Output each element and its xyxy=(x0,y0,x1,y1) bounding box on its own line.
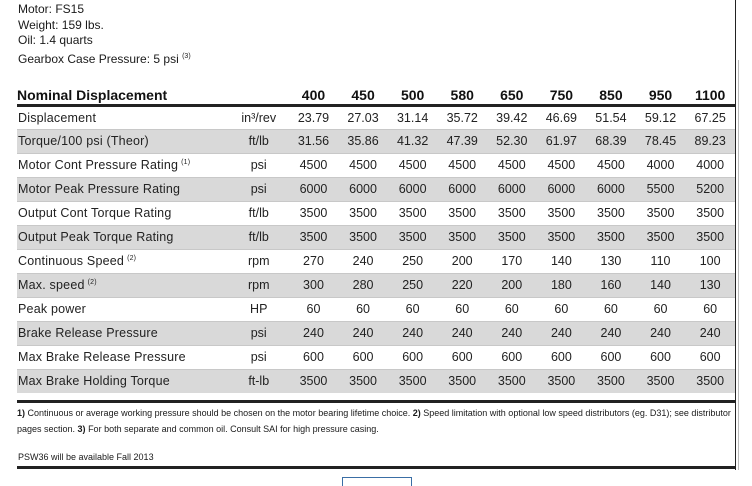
table-cell: 35.86 xyxy=(338,129,388,153)
footnote-ref: (2) xyxy=(87,278,97,286)
motor-specs xyxy=(18,2,191,67)
footnote-3-text: For both separate and common oil. Consult SAI for high pressure casing. xyxy=(85,424,379,434)
row-unit: psi xyxy=(229,153,289,177)
row-label xyxy=(17,297,229,321)
gearbox-case-pressure-text: Gearbox Case Pressure: 5 psi xyxy=(18,51,179,66)
table-cell: 240 xyxy=(289,321,339,345)
table-cell: 250 xyxy=(388,273,438,297)
table-row xyxy=(17,369,735,393)
footnote-1-text: Continuous or average working pressure should be chosen on the motor bearing lifetime choice. xyxy=(25,408,413,418)
table-cell: 4500 xyxy=(437,153,487,177)
table-row xyxy=(17,129,735,153)
table-cell: 67.25 xyxy=(685,105,735,129)
table-cell: 600 xyxy=(437,345,487,369)
row-label-text: Continuous Speed xyxy=(18,254,125,268)
table-cell: 31.56 xyxy=(289,129,339,153)
table-row xyxy=(17,273,735,297)
row-label xyxy=(17,249,229,273)
table-cell: 600 xyxy=(388,345,438,369)
row-label-text: Max. speed xyxy=(18,278,85,292)
table-cell: 240 xyxy=(636,321,686,345)
table-row xyxy=(17,345,735,369)
table-cell: 3500 xyxy=(586,225,636,249)
footnote-2-number: 2) xyxy=(412,408,421,418)
row-unit: ft/lb xyxy=(229,201,289,225)
size-header: 580 xyxy=(437,86,487,105)
row-label xyxy=(17,129,229,153)
table-cell: 600 xyxy=(636,345,686,369)
availability-note: PSW36 will be available Fall 2013 xyxy=(18,452,154,462)
table-cell: 51.54 xyxy=(586,105,636,129)
row-label xyxy=(17,201,229,225)
table-cell: 3500 xyxy=(289,225,339,249)
table-cell: 270 xyxy=(289,249,339,273)
row-label-text: Torque/100 psi (Theor) xyxy=(18,134,149,148)
table-cell: 60 xyxy=(289,297,339,321)
table-cell: 3500 xyxy=(696,374,725,389)
size-header: 400 xyxy=(289,86,339,105)
row-label-text: Displacement xyxy=(18,110,97,125)
table-cell: 3500 xyxy=(497,374,526,389)
table-cell: 4500 xyxy=(537,153,587,177)
row-label-text: Brake Release Pressure xyxy=(18,326,158,340)
table-cell: 61.97 xyxy=(537,129,587,153)
table-cell: 3500 xyxy=(487,201,537,225)
row-label xyxy=(17,225,229,249)
table-cell: 89.23 xyxy=(685,129,735,153)
table-cell: 140 xyxy=(537,249,587,273)
bottom-rule xyxy=(17,466,736,469)
table-cell: 140 xyxy=(636,273,686,297)
row-unit: rpm xyxy=(229,273,289,297)
table-cell: 3500 xyxy=(299,374,328,389)
row-label-text: Max Brake Release Pressure xyxy=(18,350,186,364)
table-cell: 240 xyxy=(487,321,537,345)
gearbox-case-pressure xyxy=(18,49,191,68)
table-row xyxy=(17,105,735,129)
table-cell: 600 xyxy=(338,345,388,369)
table-cell: 6000 xyxy=(388,177,438,201)
table-cell: 60 xyxy=(685,297,735,321)
table-cell: 6000 xyxy=(537,177,587,201)
right-border-inner xyxy=(738,60,739,470)
table-cell: 6000 xyxy=(289,177,339,201)
table-cell: 60 xyxy=(537,297,587,321)
table-cell: 60 xyxy=(487,297,537,321)
table-cell: 600 xyxy=(537,345,587,369)
footnotes xyxy=(17,400,735,437)
table-cell: 4500 xyxy=(487,153,537,177)
table-cell: 3500 xyxy=(586,201,636,225)
table-cell: 60 xyxy=(338,297,388,321)
table-cell: 31.14 xyxy=(388,105,438,129)
table-cell: 5500 xyxy=(636,177,686,201)
table-cell: 60 xyxy=(437,297,487,321)
table-cell: 3500 xyxy=(388,201,438,225)
table-cell: 600 xyxy=(487,345,537,369)
row-unit: ft/lb xyxy=(229,225,289,249)
table-cell: 130 xyxy=(685,273,735,297)
unit-header xyxy=(229,86,289,105)
size-header: 500 xyxy=(388,86,438,105)
table-cell: 78.45 xyxy=(636,129,686,153)
table-cell: 41.32 xyxy=(388,129,438,153)
table-cell: 3500 xyxy=(646,374,675,389)
table-cell: 3500 xyxy=(547,374,576,389)
table-cell: 600 xyxy=(586,345,636,369)
table-row xyxy=(17,201,735,225)
table-cell: 3500 xyxy=(349,374,377,389)
table-cell: 250 xyxy=(388,249,438,273)
size-header: 950 xyxy=(636,86,686,105)
table-cell: 3500 xyxy=(388,225,438,249)
table-cell: 3500 xyxy=(338,201,388,225)
table-row xyxy=(17,225,735,249)
oil-capacity: Oil: 1.4 quarts xyxy=(18,33,93,47)
table-cell: 240 xyxy=(537,321,587,345)
table-cell: 4500 xyxy=(388,153,438,177)
row-label-text: Output Cont Torque Rating xyxy=(18,206,172,220)
table-cell: 3500 xyxy=(448,374,477,389)
table-cell: 240 xyxy=(685,321,735,345)
row-unit: psi xyxy=(229,177,289,201)
table-cell: 240 xyxy=(338,249,388,273)
displacement-table xyxy=(17,86,735,393)
row-label-text: Motor Peak Pressure Rating xyxy=(18,182,181,196)
table-cell: 3500 xyxy=(537,201,587,225)
table-cell: 6000 xyxy=(437,177,487,201)
row-unit: HP xyxy=(229,297,289,321)
table-cell: 200 xyxy=(487,273,537,297)
footnote-ref: (2) xyxy=(127,254,137,262)
table-cell: 60 xyxy=(388,297,438,321)
table-cell: 6000 xyxy=(338,177,388,201)
table-cell: 4500 xyxy=(338,153,388,177)
row-label xyxy=(17,369,229,393)
table-cell: 180 xyxy=(537,273,587,297)
table-cell: 160 xyxy=(586,273,636,297)
row-label-text: Peak power xyxy=(18,302,87,316)
row-label xyxy=(17,273,229,297)
table-cell: 3500 xyxy=(685,201,735,225)
row-label-text: Output Peak Torque Rating xyxy=(18,230,174,244)
motor-model: Motor: FS15 xyxy=(18,2,85,16)
table-cell: 46.69 xyxy=(537,105,587,129)
table-cell: 4500 xyxy=(289,153,339,177)
table-cell: 240 xyxy=(437,321,487,345)
row-label xyxy=(17,345,229,369)
footnote-ref: (1) xyxy=(181,158,191,166)
table-cell: 47.39 xyxy=(437,129,487,153)
row-unit: ft/lb xyxy=(229,129,289,153)
table-cell: 23.79 xyxy=(289,105,339,129)
table-cell: 3500 xyxy=(597,374,625,389)
table-cell: 100 xyxy=(685,249,735,273)
row-label-text: Max Brake Holding Torque xyxy=(18,374,170,389)
size-header: 450 xyxy=(338,86,388,105)
table-cell: 3500 xyxy=(338,225,388,249)
table-title: Nominal Displacement xyxy=(17,86,229,105)
table-cell: 3500 xyxy=(289,201,339,225)
table-cell: 3500 xyxy=(636,225,686,249)
table-cell: 4000 xyxy=(636,153,686,177)
table-cell: 3500 xyxy=(685,225,735,249)
table-row xyxy=(17,321,735,345)
table-row xyxy=(17,249,735,273)
size-header: 750 xyxy=(537,86,587,105)
footnote-1-number: 1) xyxy=(17,408,26,418)
footnote-2-text: Speed limitation with optional low speed distributors (eg. D31); see distributor pages section. xyxy=(17,408,731,434)
table-cell: 110 xyxy=(636,249,686,273)
row-label xyxy=(17,105,229,129)
table-body xyxy=(17,105,735,393)
table-cell: 60 xyxy=(636,297,686,321)
table-row xyxy=(17,297,735,321)
table-cell: 3500 xyxy=(437,225,487,249)
table-cell: 3500 xyxy=(537,225,587,249)
size-header: 650 xyxy=(487,86,537,105)
table-cell: 200 xyxy=(437,249,487,273)
table-cell: 39.42 xyxy=(487,105,537,129)
size-header: 850 xyxy=(586,86,636,105)
table-cell: 59.12 xyxy=(636,105,686,129)
table-cell: 170 xyxy=(487,249,537,273)
table-cell: 6000 xyxy=(487,177,537,201)
table-cell: 6000 xyxy=(586,177,636,201)
table-cell: 52.30 xyxy=(487,129,537,153)
table-cell: 3500 xyxy=(636,201,686,225)
table-row xyxy=(17,177,735,201)
table-cell: 35.72 xyxy=(437,105,487,129)
table-cell: 300 xyxy=(289,273,339,297)
table-cell: 600 xyxy=(289,345,339,369)
gearbox-note-ref: (3) xyxy=(182,52,191,60)
table-cell: 3500 xyxy=(437,201,487,225)
table-cell: 68.39 xyxy=(586,129,636,153)
table-cell: 3500 xyxy=(398,374,427,389)
table-cell: 280 xyxy=(338,273,388,297)
motor-weight: Weight: 159 lbs. xyxy=(18,17,104,32)
table-cell: 27.03 xyxy=(338,105,388,129)
size-header: 1100 xyxy=(685,86,735,105)
row-unit: ft-lb xyxy=(248,374,270,389)
footnote-3-number: 3) xyxy=(77,424,86,434)
row-unit: in³/rev xyxy=(229,105,289,129)
row-unit: psi xyxy=(229,345,289,369)
table-header-row xyxy=(17,86,735,105)
table-cell: 600 xyxy=(685,345,735,369)
row-label-text: Motor Cont Pressure Rating xyxy=(18,158,179,172)
table-cell: 240 xyxy=(388,321,438,345)
table-cell: 130 xyxy=(586,249,636,273)
row-label xyxy=(17,153,229,177)
table-cell: 5200 xyxy=(685,177,735,201)
table-cell: 4000 xyxy=(685,153,735,177)
page-tab[interactable] xyxy=(342,477,412,486)
row-label xyxy=(17,177,229,201)
table-cell: 60 xyxy=(586,297,636,321)
table-row xyxy=(17,153,735,177)
row-unit: psi xyxy=(229,321,289,345)
table-cell: 220 xyxy=(437,273,487,297)
table-cell: 240 xyxy=(338,321,388,345)
table-cell: 4500 xyxy=(586,153,636,177)
row-unit: rpm xyxy=(229,249,289,273)
table-cell: 240 xyxy=(586,321,636,345)
row-label xyxy=(17,321,229,345)
right-border xyxy=(735,0,736,470)
table-cell: 3500 xyxy=(487,225,537,249)
